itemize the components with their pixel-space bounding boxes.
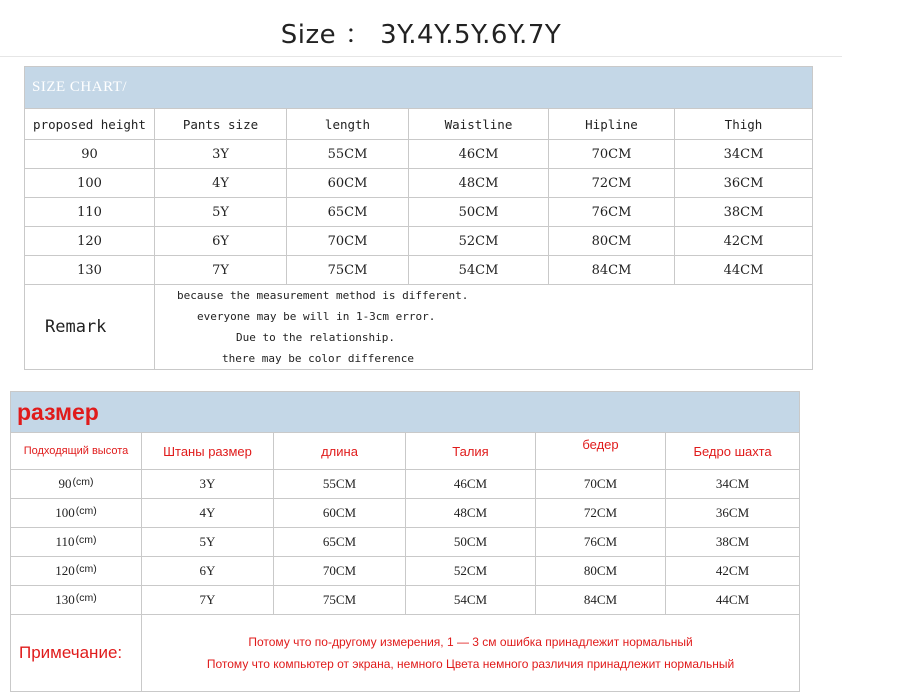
remark-line: because the measurement method is different. (177, 289, 469, 302)
table-cell: 34CM (675, 140, 813, 169)
table-cell: 70CM (549, 140, 675, 169)
table-cell (11, 557, 142, 586)
table-cell: 36CM (675, 169, 813, 198)
table-cell: 38CM (666, 528, 800, 557)
table-cell: 80CM (536, 557, 666, 586)
table-cell: 38CM (675, 198, 813, 227)
table-cell: 70CM (536, 470, 666, 499)
table-row (25, 169, 813, 198)
table-cell: 84CM (549, 256, 675, 285)
table-cell: 55CM (287, 140, 409, 169)
table-cell: 5Y (142, 528, 274, 557)
note-line: Потому что по-другому измерения, 1 — 3 см ошибка принадлежит нормальный (248, 635, 693, 649)
table-row (11, 586, 800, 615)
table-cell: 3Y (142, 470, 274, 499)
table-cell: 60CM (274, 499, 406, 528)
table-cell: 54CM (406, 586, 536, 615)
table-row (25, 140, 813, 169)
table-cell: 54CM (409, 256, 549, 285)
table-cell: 42CM (666, 557, 800, 586)
header-cell: Талия (406, 433, 536, 470)
table-cell: 4Y (155, 169, 287, 198)
table-cell: 55CM (274, 470, 406, 499)
table-cell: 65CM (274, 528, 406, 557)
unit-label: (cm) (72, 476, 94, 488)
table-header-row (11, 433, 800, 470)
unit-label: (cm) (75, 534, 97, 546)
table-row (25, 198, 813, 227)
title-divider (0, 56, 842, 57)
table-cell: 65CM (287, 198, 409, 227)
unit-label: (cm) (75, 563, 97, 575)
table-cell: 90 (25, 140, 155, 169)
table-cell: 46CM (406, 470, 536, 499)
header-cell: Thigh (675, 109, 813, 140)
remark-label: Remark (25, 285, 155, 370)
table-cell: 75CM (287, 256, 409, 285)
table-cell: 76CM (536, 528, 666, 557)
table-cell: 60CM (287, 169, 409, 198)
table-cell: 110 (25, 198, 155, 227)
table-cell: 48CM (406, 499, 536, 528)
header-cell: Hipline (549, 109, 675, 140)
header-cell: proposed height (25, 109, 155, 140)
table-row (25, 227, 813, 256)
table-cell: 76CM (549, 198, 675, 227)
table-cell: 50CM (409, 198, 549, 227)
table-row (25, 256, 813, 285)
height-value: 110 (55, 534, 75, 549)
table-cell: 44CM (675, 256, 813, 285)
note-text (142, 615, 800, 692)
table-cell: 4Y (142, 499, 274, 528)
header-cell: Waistline (409, 109, 549, 140)
table-cell: 36CM (666, 499, 800, 528)
table-cell: 34CM (666, 470, 800, 499)
table-cell: 7Y (155, 256, 287, 285)
table-cell: 70CM (274, 557, 406, 586)
table-row (11, 470, 800, 499)
table-row (11, 557, 800, 586)
table-cell (11, 499, 142, 528)
table-cell: 120 (25, 227, 155, 256)
table-cell: 50CM (406, 528, 536, 557)
size-chart-russian (10, 391, 800, 692)
height-value: 120 (55, 563, 75, 578)
table-cell (11, 586, 142, 615)
table-row (11, 499, 800, 528)
table-cell: 75CM (274, 586, 406, 615)
unit-label: (cm) (75, 592, 97, 604)
size-chart-banner: размер (11, 392, 800, 433)
header-cell: length (287, 109, 409, 140)
header-cell: Штаны размер (142, 433, 274, 470)
remark-text (155, 285, 813, 370)
table-cell: 46CM (409, 140, 549, 169)
size-chart-english (24, 66, 813, 370)
table-cell: 6Y (142, 557, 274, 586)
table-cell: 84CM (536, 586, 666, 615)
unit-label: (cm) (75, 505, 97, 517)
header-cell: Pants size (155, 109, 287, 140)
table-cell: 44CM (666, 586, 800, 615)
note-line: Потому что компьютер от экрана, немного Цвета немного различия принадлежит нормальный (206, 657, 735, 671)
remark-line: everyone may be will in 1-3cm error. (197, 310, 436, 323)
table-cell: 5Y (155, 198, 287, 227)
header-cell: Бедро шахта (666, 433, 800, 470)
table-cell: 3Y (155, 140, 287, 169)
table-cell: 52CM (409, 227, 549, 256)
header-cell: бедер (536, 433, 666, 470)
remark-row (25, 285, 813, 370)
page-title: Size ： 3Y.4Y.5Y.6Y.7Y (280, 20, 562, 50)
table-header-row (25, 109, 813, 140)
table-cell: 42CM (675, 227, 813, 256)
table-cell (11, 470, 142, 499)
remark-line: there may be color difference (222, 352, 415, 365)
table-cell (11, 528, 142, 557)
table-cell: 7Y (142, 586, 274, 615)
height-value: 100 (55, 505, 75, 520)
table-cell: 130 (25, 256, 155, 285)
table-cell: 48CM (409, 169, 549, 198)
table-cell: 72CM (549, 169, 675, 198)
table-cell: 80CM (549, 227, 675, 256)
header-cell: Подходящий высота (11, 433, 142, 470)
table-cell: 100 (25, 169, 155, 198)
header-cell: длина (274, 433, 406, 470)
size-chart-banner: SIZE CHART/ (25, 67, 813, 109)
table-cell: 52CM (406, 557, 536, 586)
table-row (11, 528, 800, 557)
note-label: Примечание: (11, 615, 142, 692)
height-value: 130 (55, 592, 75, 607)
table-cell: 6Y (155, 227, 287, 256)
table-cell: 72CM (536, 499, 666, 528)
height-value: 90 (58, 476, 72, 491)
note-row (11, 615, 800, 692)
remark-line: Due to the relationship. (236, 331, 395, 344)
table-cell: 70CM (287, 227, 409, 256)
